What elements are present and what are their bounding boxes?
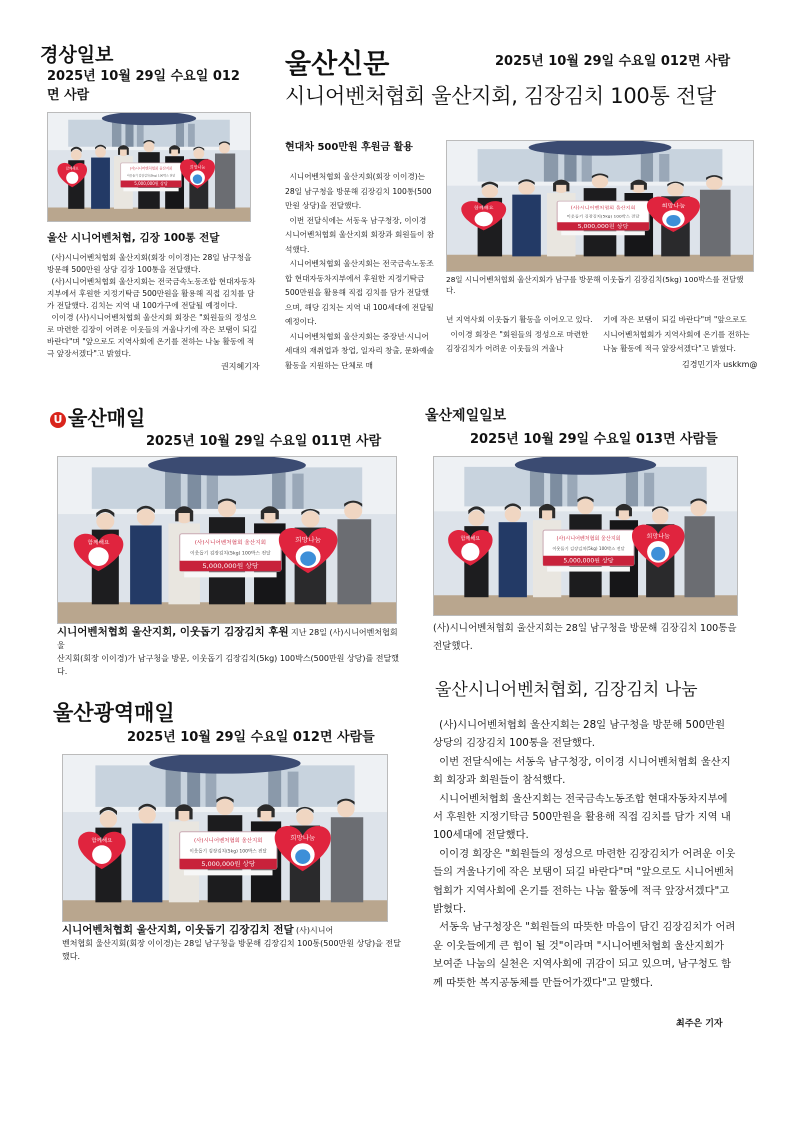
ulsan-gwangyeok-photo (62, 754, 388, 922)
ulsan-maeil-logo-icon: U (50, 412, 66, 428)
gyeongsang-dateline (47, 67, 277, 105)
ulsan-jeil-para: 이이경 회장은 "회원들의 정성으로 마련한 김장김치가 어려운 이웃들의 겨울나기에 작은 보탬이 되길 바란다"며 "앞으로도 시니어벤처협회가 지역사회에 온기를 전하는 나눔 활동에 적극 앞장서겠다"고 밝혔다. (433, 847, 736, 916)
group-photo (58, 457, 396, 623)
ulsan-shinmun-para: 기에 작은 보탬이 되길 바란다"며 "앞으로도 시니어벤처협회가 지역사회에 온기를 전하는 나눔 활동에 적극 앞장서겠다"고 밝혔다. (603, 315, 750, 353)
photo-banner-amount: 5,000,000원 상당 (201, 861, 256, 868)
ulsan-gwangyeok-text (62, 924, 402, 963)
ulsan-jeil-caption: (사)시니어벤처협회 울산지회는 28일 남구청을 방문해 김장김치 100통을 전달했다. (433, 623, 737, 652)
photo-sign-left: 함께해요 (87, 540, 110, 547)
photo-sign-right: 희망나눔 (189, 164, 206, 170)
gyeongsang-body (47, 252, 259, 360)
photo-banner-line2: 이웃돕기 김장김치(5kg) 100박스 전달 (552, 545, 625, 551)
photo-banner-amount: 5,000,000원 상당 (202, 562, 259, 570)
ulsan-maeil-headline: 시니어벤처협회 울산지회, 이웃돕기 김장김치 후원 (57, 626, 289, 638)
ulsan-jeil-para: 시니어벤처협회 울산지회는 전국금속노동조합 현대자동차지부에서 후원한 지정기탁금 500만원을 활용해 직접 김치를 담가 지역 내 100세대에 전달했다. (433, 792, 731, 842)
ulsan-shinmun-photo (446, 140, 754, 272)
ulsan-maeil-body-inline: 지난 28일 (사)시니어벤처협회 울 (57, 628, 398, 650)
group-photo (434, 457, 737, 615)
ulsan-shinmun-masthead: 울산신문 (285, 49, 390, 80)
ulsan-gwangyeok-body: 벤처협회 울산지회(회장 이이경)는 28일 남구청을 방문해 김장김치 100통(500만원 상당)을 전달했다. (62, 939, 401, 961)
ulsan-jeil-para: 서동욱 남구청장은 "회원들의 따뜻한 마음이 담긴 김장김치가 어려운 이웃들에게 큰 힘이 될 것"이라며 "시니어벤처협회 울산지회가 보여준 나눔의 실천은 지역사회에 귀감이 되고 있으며, 남구청도 함께 따뜻한 복지공동체를 만들어가겠다"고 말했다. (433, 921, 736, 989)
ulsan-jeil-para: (사)시니어벤처협회 울산지회는 28일 남구청을 방문해 500만원 상당의 김장김치 100통을 전달했다. (433, 719, 726, 750)
photo-sign-right: 희망나눔 (661, 204, 686, 210)
photo-sign-right: 희망나눔 (295, 536, 322, 544)
ulsan-jeil-para: 이번 전달식에는 서동욱 남구청장, 이이경 시니어벤처협회 울산지회 회장과 회원들이 참석했다. (433, 755, 731, 787)
photo-banner-line2: 이웃돕기 김장김치(5kg) 100박스 전달 (190, 551, 271, 557)
gyeongsang-masthead: 경상일보 (40, 44, 114, 66)
photo-banner-line1: (사)시니어벤처협회 울산지회 (570, 206, 636, 212)
ulsan-shinmun-para: 년 지역사회 이웃돕기 활동을 이어오고 있다. (446, 315, 593, 324)
group-photo (63, 755, 387, 921)
photo-banner-line1: (사)시니어벤처협회 울산지회 (194, 540, 267, 547)
photo-banner-line2: 이웃돕기 김장김치(5kg) 100박스 전달 (126, 173, 176, 178)
photo-sign-right: 희망나눔 (646, 533, 670, 540)
ulsan-jeil-dateline: 2025년 10월 29일 수요일 013면 사람들 (470, 432, 718, 447)
ulsan-shinmun-headline: 시니어벤처협회 울산지회, 김장김치 100통 전달 (285, 84, 716, 108)
ulsan-maeil-dateline: 2025년 10월 29일 수요일 011면 사람 (146, 434, 382, 449)
gyeongsang-credit: 권지혜기자 (221, 362, 260, 371)
ulsan-shinmun-col1 (285, 170, 435, 373)
ulsan-gwangyeok-masthead: 울산광역매일 (53, 701, 175, 725)
ulsan-maeil-body: 산지회(회장 이이경)가 남구청을 방문, 이웃돕기 김장김치(5kg) 100박스(500만원 상당)를 전달했다. (57, 654, 399, 676)
ulsan-maeil-masthead (50, 402, 145, 431)
ulsan-jeil-body (433, 716, 737, 992)
gyeongsang-dateline-line1: 2025년 10월 29일 수요일 012 (47, 69, 240, 84)
ulsan-shinmun-credit: 김경민기자 uskkm@ (682, 360, 758, 369)
group-photo (48, 113, 250, 221)
gyeongsang-para: (사)시니어벤처협회 울산지회(회장 이이경)는 28일 남구청을 방문해 500만원 상당 김장 100통을 전달했다. (47, 253, 252, 274)
ulsan-jeil-credit: 최주은 기자 (676, 1019, 723, 1029)
photo-banner-line2: 이웃돕기 김장김치(5kg) 100박스 전달 (566, 213, 640, 219)
photo-banner-line1: (사)시니어벤처협회 울산지회 (556, 535, 621, 542)
ulsan-shinmun-para: 이번 전달식에는 서동욱 남구청장, 이이경 시니어벤처협회 울산지회 회장과 회원들이 참석했다. (285, 215, 435, 254)
gyeongsang-photo (47, 112, 251, 222)
ulsan-shinmun-col3 (603, 313, 753, 357)
ulsan-jeil-masthead: 울산제일일보 (425, 408, 507, 424)
ulsan-maeil-text (57, 626, 402, 678)
photo-sign-left: 함께해요 (65, 166, 79, 171)
ulsan-gwangyeok-headline: 시니어벤처협회 울산지회, 이웃돕기 김장김치 전달 (62, 924, 294, 936)
group-photo (447, 141, 753, 271)
ulsan-shinmun-para: 시니어벤처협회 울산지회는 전국금속노동조합 현대자동차지부에서 후원한 지정기탁금 500만원을 활용해 직접 김치를 담가 전달했으며, 해당 김치는 지역 내 100세대에 전달될 예정이다. (285, 259, 434, 326)
photo-sign-left: 함께해요 (473, 206, 494, 212)
ulsan-shinmun-dateline: 2025년 10월 29일 수요일 012면 사람 (495, 54, 731, 69)
ulsan-maeil-masthead-text: 울산매일 (68, 406, 146, 430)
ulsan-shinmun-subhead: 현대차 500만원 후원금 활용 (285, 142, 413, 153)
ulsan-jeil-photo (433, 456, 738, 616)
ulsan-shinmun-para: 시니어벤처협회 울산지회는 중장년·시니어 세대의 재취업과 창업, 일자리 창출, 문화예술활동을 지원하는 단체로 매 (285, 331, 434, 370)
ulsan-maeil-photo (57, 456, 397, 624)
ulsan-gwangyeok-dateline: 2025년 10월 29일 수요일 012면 사람들 (127, 730, 375, 745)
photo-banner-amount: 5,000,000원 상당 (577, 224, 629, 230)
photo-sign-left: 함께해요 (91, 838, 113, 845)
photo-banner-line1: (사)시니어벤처협회 울산지회 (194, 838, 263, 845)
photo-banner-amount: 5,000,000원 상당 (563, 557, 614, 565)
photo-banner-amount: 5,000,000원 상당 (134, 181, 168, 187)
ulsan-shinmun-col2 (446, 313, 594, 357)
ulsan-shinmun-para: 이이경 회장은 "회원들의 정성으로 마련한 김장김치가 어려운 이웃들의 겨울나 (446, 329, 589, 353)
gyeongsang-headline: 울산 시니어벤처협, 김장 100통 전달 (47, 232, 220, 244)
photo-banner-line1: (사)시니어벤처협회 울산지회 (129, 166, 173, 171)
gyeongsang-para: (사)시니어벤처협회 울산지회는 전국금속노동조합 현대자동차지부에서 후원한 지정기탁금 500만원을 활용해 직접 김치를 담가 전달했다. 김치는 지역 내 100가구에 전달될 예정이다. (47, 277, 256, 310)
photo-banner-line2: 이웃돕기 김장김치(5kg) 100박스 전달 (189, 849, 267, 855)
gyeongsang-para: 이이경 (사)시니어벤처협회 울산지회 회장은 "회원들의 정성으로 마련한 김장이 어려운 이웃들의 겨울나기에 작은 보탬이 되길 바란다"며 "앞으로도 지역사회에 온기를 전하는 나눔 활동에 적극 앞장서겠다"고 밝혔다. (47, 313, 258, 358)
photo-sign-right: 희망나눔 (290, 835, 316, 843)
ulsan-gwangyeok-body-inline: (사)시니어 (296, 926, 334, 935)
ulsan-shinmun-caption: 28일 시니어벤처협회 울산지회가 남구를 방문해 이웃돕기 김장김치(5kg) 100박스를 전달했다. (446, 275, 744, 295)
gyeongsang-dateline-line2: 면 사람 (47, 88, 90, 103)
ulsan-shinmun-para: 시니어벤처협회 울산지회(회장 이이경)는 28일 남구청을 방문해 김장김치 100통(500만원 상당)을 전달했다. (285, 172, 432, 210)
ulsan-jeil-headline: 울산시니어벤처협회, 김장김치 나눔 (435, 680, 698, 700)
photo-sign-left: 함께해요 (460, 535, 481, 542)
